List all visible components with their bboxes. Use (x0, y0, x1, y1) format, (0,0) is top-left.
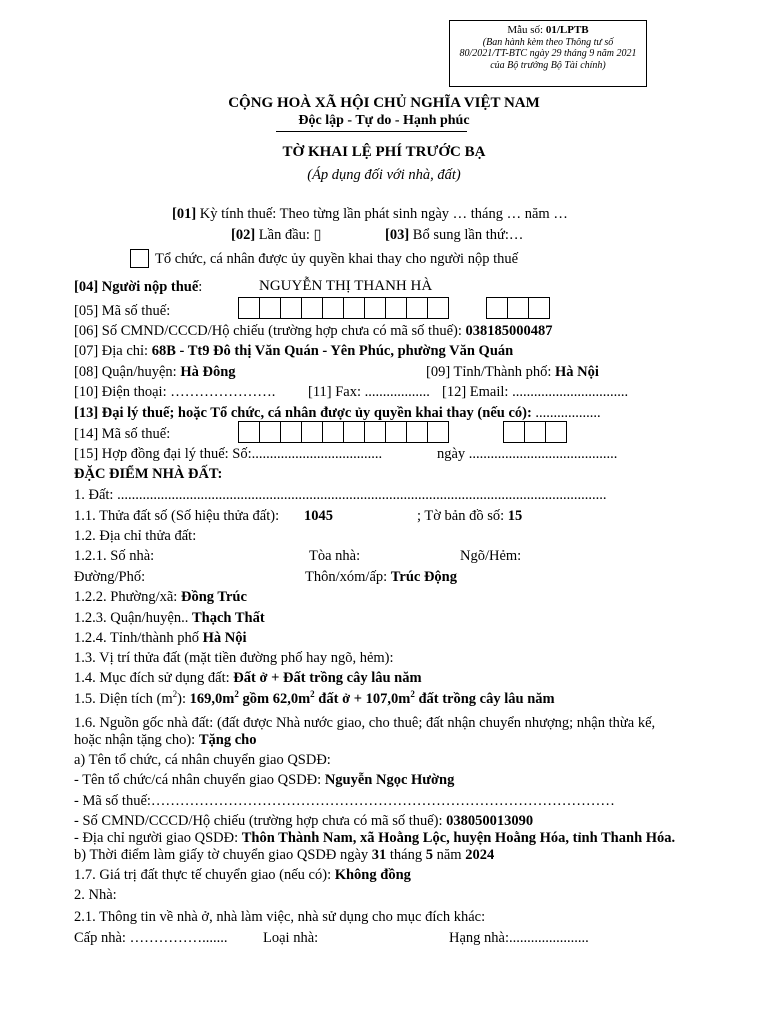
agent-contract-date: ngày ......................................... (437, 446, 618, 462)
street-label: Đường/Phố: (74, 569, 146, 585)
nation-heading: CỘNG HOÀ XÃ HỘI CHỦ NGHĨA VIỆT NAM (228, 95, 540, 111)
land-district-line: 1.2.3. Quận/huyện.. Thạch Thất (74, 610, 265, 626)
value-line: 1.7. Giá trị đất thực tế chuyển giao (nếu có): Không đồng (74, 867, 411, 883)
house-info-line: 2.1. Thông tin về nhà ở, nhà làm việc, nhà sử dụng cho mục đích khác: (74, 909, 486, 925)
province-line: [09] Tỉnh/Thành phố: Hà Nội (426, 364, 599, 380)
house-type-label: Loại nhà: (263, 930, 319, 946)
hamlet-line: Thôn/xóm/ấp: Trúc Động (305, 569, 457, 585)
house-grade-label: Cấp nhà: ……………....... (74, 930, 228, 946)
purpose-line: 1.4. Mục đích sử dụng đất: Đất ở + Đất trồng cây lâu năm (74, 670, 422, 686)
alley-label: Ngõ/Hẻm: (460, 548, 522, 564)
land-line: 1. Đất: ....................................................................................................................................... (74, 487, 607, 503)
building-label: Tòa nhà: (309, 548, 361, 564)
parcel-number: 1045 (304, 508, 333, 524)
address-line: [07] Địa chỉ: 68B - Tt9 Đô thị Văn Quán - Yên Phúc, phường Văn Quán (74, 343, 514, 359)
transferor-name-line: - Tên tổ chức/cá nhân chuyển giao QSDĐ: Nguyễn Ngọc Hường (74, 772, 455, 788)
transferor-tax-line: - Mã số thuế:…………………………………………………………………………………… (74, 793, 615, 809)
agent-tax-code-suffix-boxes[interactable] (503, 421, 567, 443)
authorized-checkbox[interactable] (130, 249, 149, 268)
motto: Độc lập - Tự do - Hạnh phúc (298, 113, 470, 128)
land-address-label: 1.2. Địa chỉ thửa đất: (74, 528, 197, 544)
form-code: Mẫu số: 01/LPTB (507, 24, 589, 36)
map-line: ; Tờ bản đồ số: 15 (417, 508, 523, 524)
transferor-id-line: - Số CMND/CCCD/Hộ chiếu (trường hợp chưa có mã số thuế): 038050013090 (74, 813, 534, 829)
agent-line: [13] Đại lý thuế; hoặc Tổ chức, cá nhân được ủy quyền khai thay (nếu có): .................. (74, 405, 601, 421)
tax-code-suffix-boxes[interactable] (486, 297, 550, 319)
form-note-2: 80/2021/TT-BTC ngày 29 tháng 9 năm 2021 (459, 48, 637, 59)
first-time-checkbox[interactable]: ▯ (313, 227, 322, 243)
form-subtitle: (Áp dụng đối với nhà, đất) (307, 167, 461, 183)
authorized-label: Tổ chức, cá nhân được ủy quyền khai thay cho người nộp thuế (155, 251, 519, 267)
agent-tax-code-boxes[interactable] (238, 421, 449, 443)
supplement-line: [03] Bổ sung lần thứ:… (385, 227, 524, 243)
origin-line-2: hoặc nhận tặng cho): Tặng cho (74, 732, 257, 748)
house-rank-label: Hạng nhà:...................... (449, 930, 589, 946)
taxpayer-label: [04] Người nộp thuế: (74, 279, 203, 295)
house-heading: 2. Nhà: (74, 887, 117, 903)
property-heading: ĐẶC ĐIỂM NHÀ ĐẤT: (74, 466, 223, 482)
transferor-address-line: - Địa chỉ người giao QSDĐ: Thôn Thành Nam, xã Hoằng Lộc, huyện Hoằng Hóa, tỉnh Thanh Hóa. (74, 830, 676, 846)
form-title: TỜ KHAI LỆ PHÍ TRƯỚC BẠ (282, 144, 486, 160)
transfer-date-line: b) Thời điểm làm giấy tờ chuyển giao QSDĐ ngày 31 tháng 5 năm 2024 (74, 847, 495, 863)
fax-line: [11] Fax: .................. (308, 384, 430, 400)
position-line: 1.3. Vị trí thửa đất (mặt tiền đường phố hay ngõ, hẻm): (74, 650, 394, 666)
period-line: [01] Kỳ tính thuế: Theo từng lần phát sinh ngày … tháng … năm … (172, 206, 568, 222)
parcel-label: 1.1. Thửa đất số (Số hiệu thửa đất): (74, 508, 280, 524)
form-code-box (449, 20, 647, 87)
taxpayer-name: NGUYỄN THỊ THANH HÀ (259, 278, 433, 294)
district-line: [08] Quận/huyện: Hà Đông (74, 364, 236, 380)
id-line: [06] Số CMND/CCCD/Hộ chiếu (trường hợp chưa có mã số thuế): 038185000487 (74, 323, 553, 339)
transferor-heading: a) Tên tổ chức, cá nhân chuyển giao QSDĐ: (74, 752, 331, 768)
form-note-3: của Bộ trưởng Bộ Tài chính) (490, 59, 606, 71)
area-line: 1.5. Diện tích $(m^2)$: $169,0m^2$ gồm $62,0m^2$ đất ở + $107,0m^2$ đất trồng cây lâu năm (74, 689, 555, 707)
ward-line: 1.2.2. Phường/xã: Đồng Trúc (74, 589, 247, 605)
motto-underline (276, 131, 467, 132)
agent-tax-code-label: [14] Mã số thuế: (74, 426, 171, 442)
email-line: [12] Email: ................................ (442, 384, 629, 400)
form-note-1: (Ban hành kèm theo Thông tư số (482, 36, 614, 48)
first-time-line: [02] Lần đầu: ▯ (231, 227, 322, 243)
house-number-label: 1.2.1. Số nhà: (74, 548, 155, 564)
agent-contract-line: [15] Hợp đồng đại lý thuế: Số:.................................... (74, 446, 383, 462)
tax-code-boxes[interactable] (238, 297, 449, 319)
phone-line: [10] Điện thoại: …………………. (74, 384, 276, 400)
origin-line: 1.6. Nguồn gốc nhà đất: (đất được Nhà nước giao, cho thuê; đất nhận chuyển nhượng; nhận thừa kế, (74, 715, 656, 731)
land-province-line: 1.2.4. Tỉnh/thành phố Hà Nội (74, 630, 247, 646)
tax-code-label: [05] Mã số thuế: (74, 303, 171, 319)
